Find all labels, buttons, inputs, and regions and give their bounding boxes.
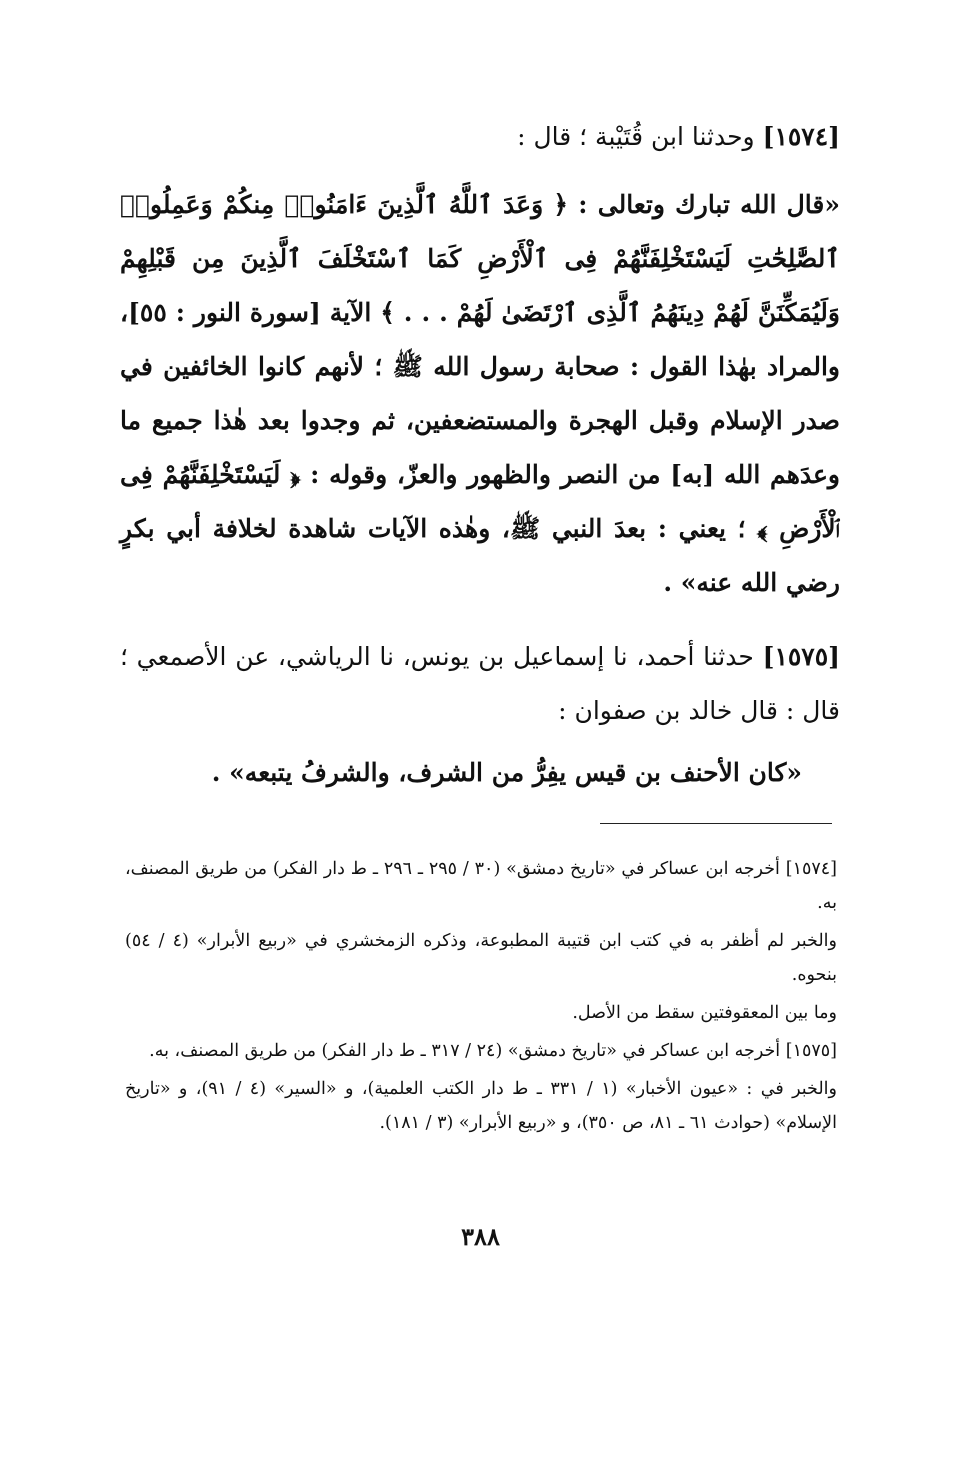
footnote-1574-note: والخبر لم أظفر به في كتب ابن قتيبة المطبوعة، وذكره الزمخشري في «ربيع الأبرار» (٤ / ٥٤) بنحوه. <box>125 931 837 985</box>
hadith-1574-intro: وحدثنا ابن قُتَيْبة ؛ قال : <box>517 122 755 151</box>
footnote-1575-note: والخبر في : «عيون الأخبار» (١ / ٣٣١ ـ ط دار الكتب العلمية)، و «السير» (٤ / ٩١)، و «تاريخ الإسلام» (حوادث ٦١ ـ ٨١، ص ٣٥٠)، و «ربيع الأبرار» (٣ / ١٨١). <box>125 1079 837 1133</box>
hadith-1575-header <box>120 630 840 738</box>
footnote-1574-source: [١٥٧٤] أخرجه ابن عساكر في «تاريخ دمشق» (٣٠ / ٢٩٥ ـ ٢٩٦ ـ ط دار الفكر) من طريق المصنف، به. <box>125 859 837 913</box>
page-number: ٣٨٨ <box>461 1222 500 1251</box>
hadith-1574-header <box>120 110 840 164</box>
hadith-1574-body: «قال الله تبارك وتعالى : ﴿ وَعَدَ ٱللَّهُ ٱلَّذِينَ ءَامَنُوا۟ مِنكُمْ وَعَمِلُوا۟ ٱلصَّٰلِحَٰتِ لَيَسْتَخْلِفَنَّهُمْ فِى ٱلْأَرْضِ كَمَا ٱسْتَخْلَفَ ٱلَّذِينَ مِن قَبْلِهِمْ وَلَيُمَكِّنَنَّ لَهُمْ دِينَهُمُ ٱلَّذِى ٱرْتَضَىٰ لَهُمْ . . . ﴾ الآية [سورة النور : ٥٥]، والمراد بهٰذا القول : صحابة رسول الله ﷺ ؛ لأنهم كانوا الخائفين في صدر الإسلام وقبل الهجرة والمستضعفين، ثم وجدوا بعد هٰذا جميع ما وعدَهم الله [به] من النصر والظهور والعزّ، وقوله : ﴿ لَيَسْتَخْلِفَنَّهُمْ فِى ٱلْأَرْضِ ﴾ ؛ يعني : بعدَ النبي ﷺ، وهٰذه الآيات شاهدة لخلافة أبي بكرٍ رضي الله عنه» . <box>120 190 840 597</box>
hadith-1575-number: [١٥٧٥] <box>762 642 840 671</box>
footnote-1575-source: [١٥٧٥] أخرجه ابن عساكر في «تاريخ دمشق» (٢٤ / ٣١٧ ـ ط دار الفكر) من طريق المصنف، به. <box>149 1041 837 1061</box>
hadith-1575-intro: حدثنا أحمد، نا إسماعيل بن يونس، نا الرياشي، عن الأصمعي ؛ قال : قال خالد بن صفوان : <box>120 642 840 725</box>
footnote-1574-brackets: وما بين المعقوفتين سقط من الأصل. <box>572 1003 837 1023</box>
hadith-1574-number: [١٥٧٤] <box>762 122 840 151</box>
footnote-divider <box>600 823 832 824</box>
footnotes-block <box>125 852 837 1144</box>
main-text-block <box>120 110 840 800</box>
hadith-1575-quote: «كان الأحنف بن قيس يفِرُّ من الشرف، والشرفُ يتبعه» . <box>211 758 802 787</box>
